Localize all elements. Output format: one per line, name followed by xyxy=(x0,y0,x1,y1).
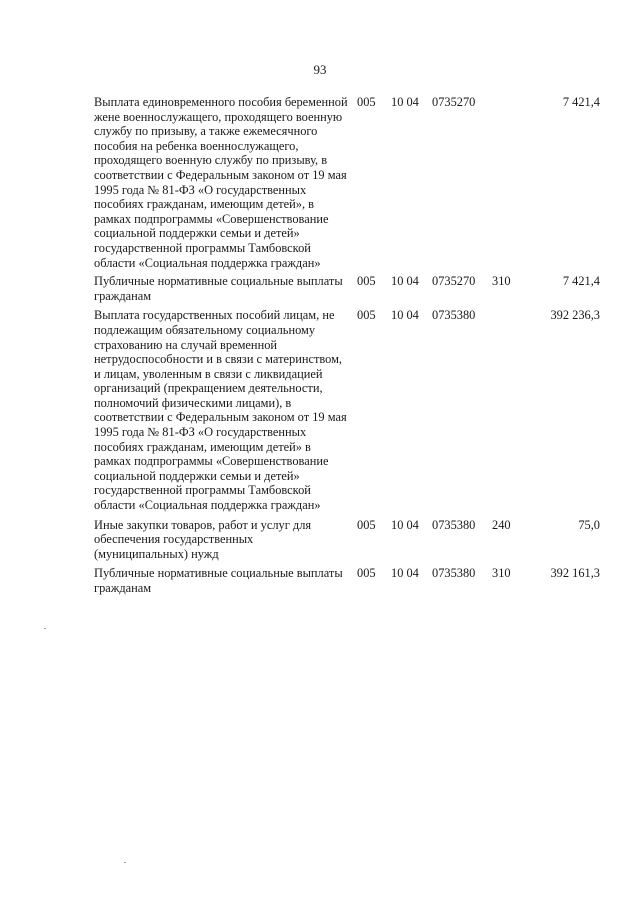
row-section-code: 10 04 xyxy=(391,517,419,532)
row-expense-type-code: 310 xyxy=(492,566,511,581)
scan-speck xyxy=(44,628,46,629)
row-expense-type-code: 240 xyxy=(492,517,511,532)
row-section-code: 10 04 xyxy=(391,566,419,581)
row-expense-type-code: 310 xyxy=(492,274,511,289)
row-section-code: 10 04 xyxy=(391,95,419,109)
row-department-code: 005 xyxy=(357,517,376,532)
scan-speck xyxy=(124,862,126,863)
budget-table xyxy=(94,95,606,602)
row-department-code: 005 xyxy=(357,308,376,323)
row-amount: 7 421,4 xyxy=(562,95,600,109)
table-row xyxy=(94,308,606,512)
row-description: Публичные нормативные социальные выплаты гражданам xyxy=(94,274,343,303)
table-row xyxy=(94,274,606,303)
table-row xyxy=(94,95,606,270)
row-amount: 392 161,3 xyxy=(550,566,600,581)
row-department-code: 005 xyxy=(357,274,376,289)
row-department-code: 005 xyxy=(357,566,376,581)
row-target-article-code: 0735380 xyxy=(432,566,476,581)
row-description: Выплата единовременного пособия беременной жене военнослужащего, проходящего военную службу по призыву, а также ежемесячного пособия на ребенка военнослужащего, проходящего военную службу по призыву, в соответствии с Федеральным законом от 19 мая 1995 года № 81-ФЗ «О государственных пособиях гражданам, имеющим детей», в рамках подпрограммы «Совершенствование социальной поддержки семьи и детей» государственной программы Тамбовской области «Социальная поддержка граждан» xyxy=(94,95,348,270)
row-target-article-code: 0735270 xyxy=(432,95,476,109)
row-amount: 392 236,3 xyxy=(550,308,600,323)
row-description: Выплата государственных пособий лицам, не подлежащим обязательному социальному страхованию на случай временной нетрудоспособности и в связи с материнством, и лицам, уволенным в связи с ликвидацией организаций (прекращением деятельности, полномочий физическими лицами), в соответствии с Федеральным законом от 19 мая 1995 года № 81-ФЗ «О государственных пособиях гражданам, имеющим детей» в рамках подпрограммы «Совершенствование социальной поддержки семьи и детей» государственной программы Тамбовской области «Социальная поддержка граждан» xyxy=(94,308,347,513)
table-row xyxy=(94,518,606,562)
page-number: 93 xyxy=(313,62,327,77)
row-description: Иные закупки товаров, работ и услуг для обеспечения государственных (муниципальных) нужд xyxy=(94,517,312,561)
row-section-code: 10 04 xyxy=(391,308,419,323)
row-amount: 75,0 xyxy=(578,517,600,532)
row-description: Публичные нормативные социальные выплаты гражданам xyxy=(94,566,343,595)
row-target-article-code: 0735380 xyxy=(432,308,476,323)
row-amount: 7 421,4 xyxy=(562,274,600,289)
row-department-code: 005 xyxy=(357,95,376,109)
row-section-code: 10 04 xyxy=(391,274,419,289)
row-target-article-code: 0735270 xyxy=(432,274,476,289)
row-target-article-code: 0735380 xyxy=(432,517,476,532)
table-row xyxy=(94,566,606,595)
